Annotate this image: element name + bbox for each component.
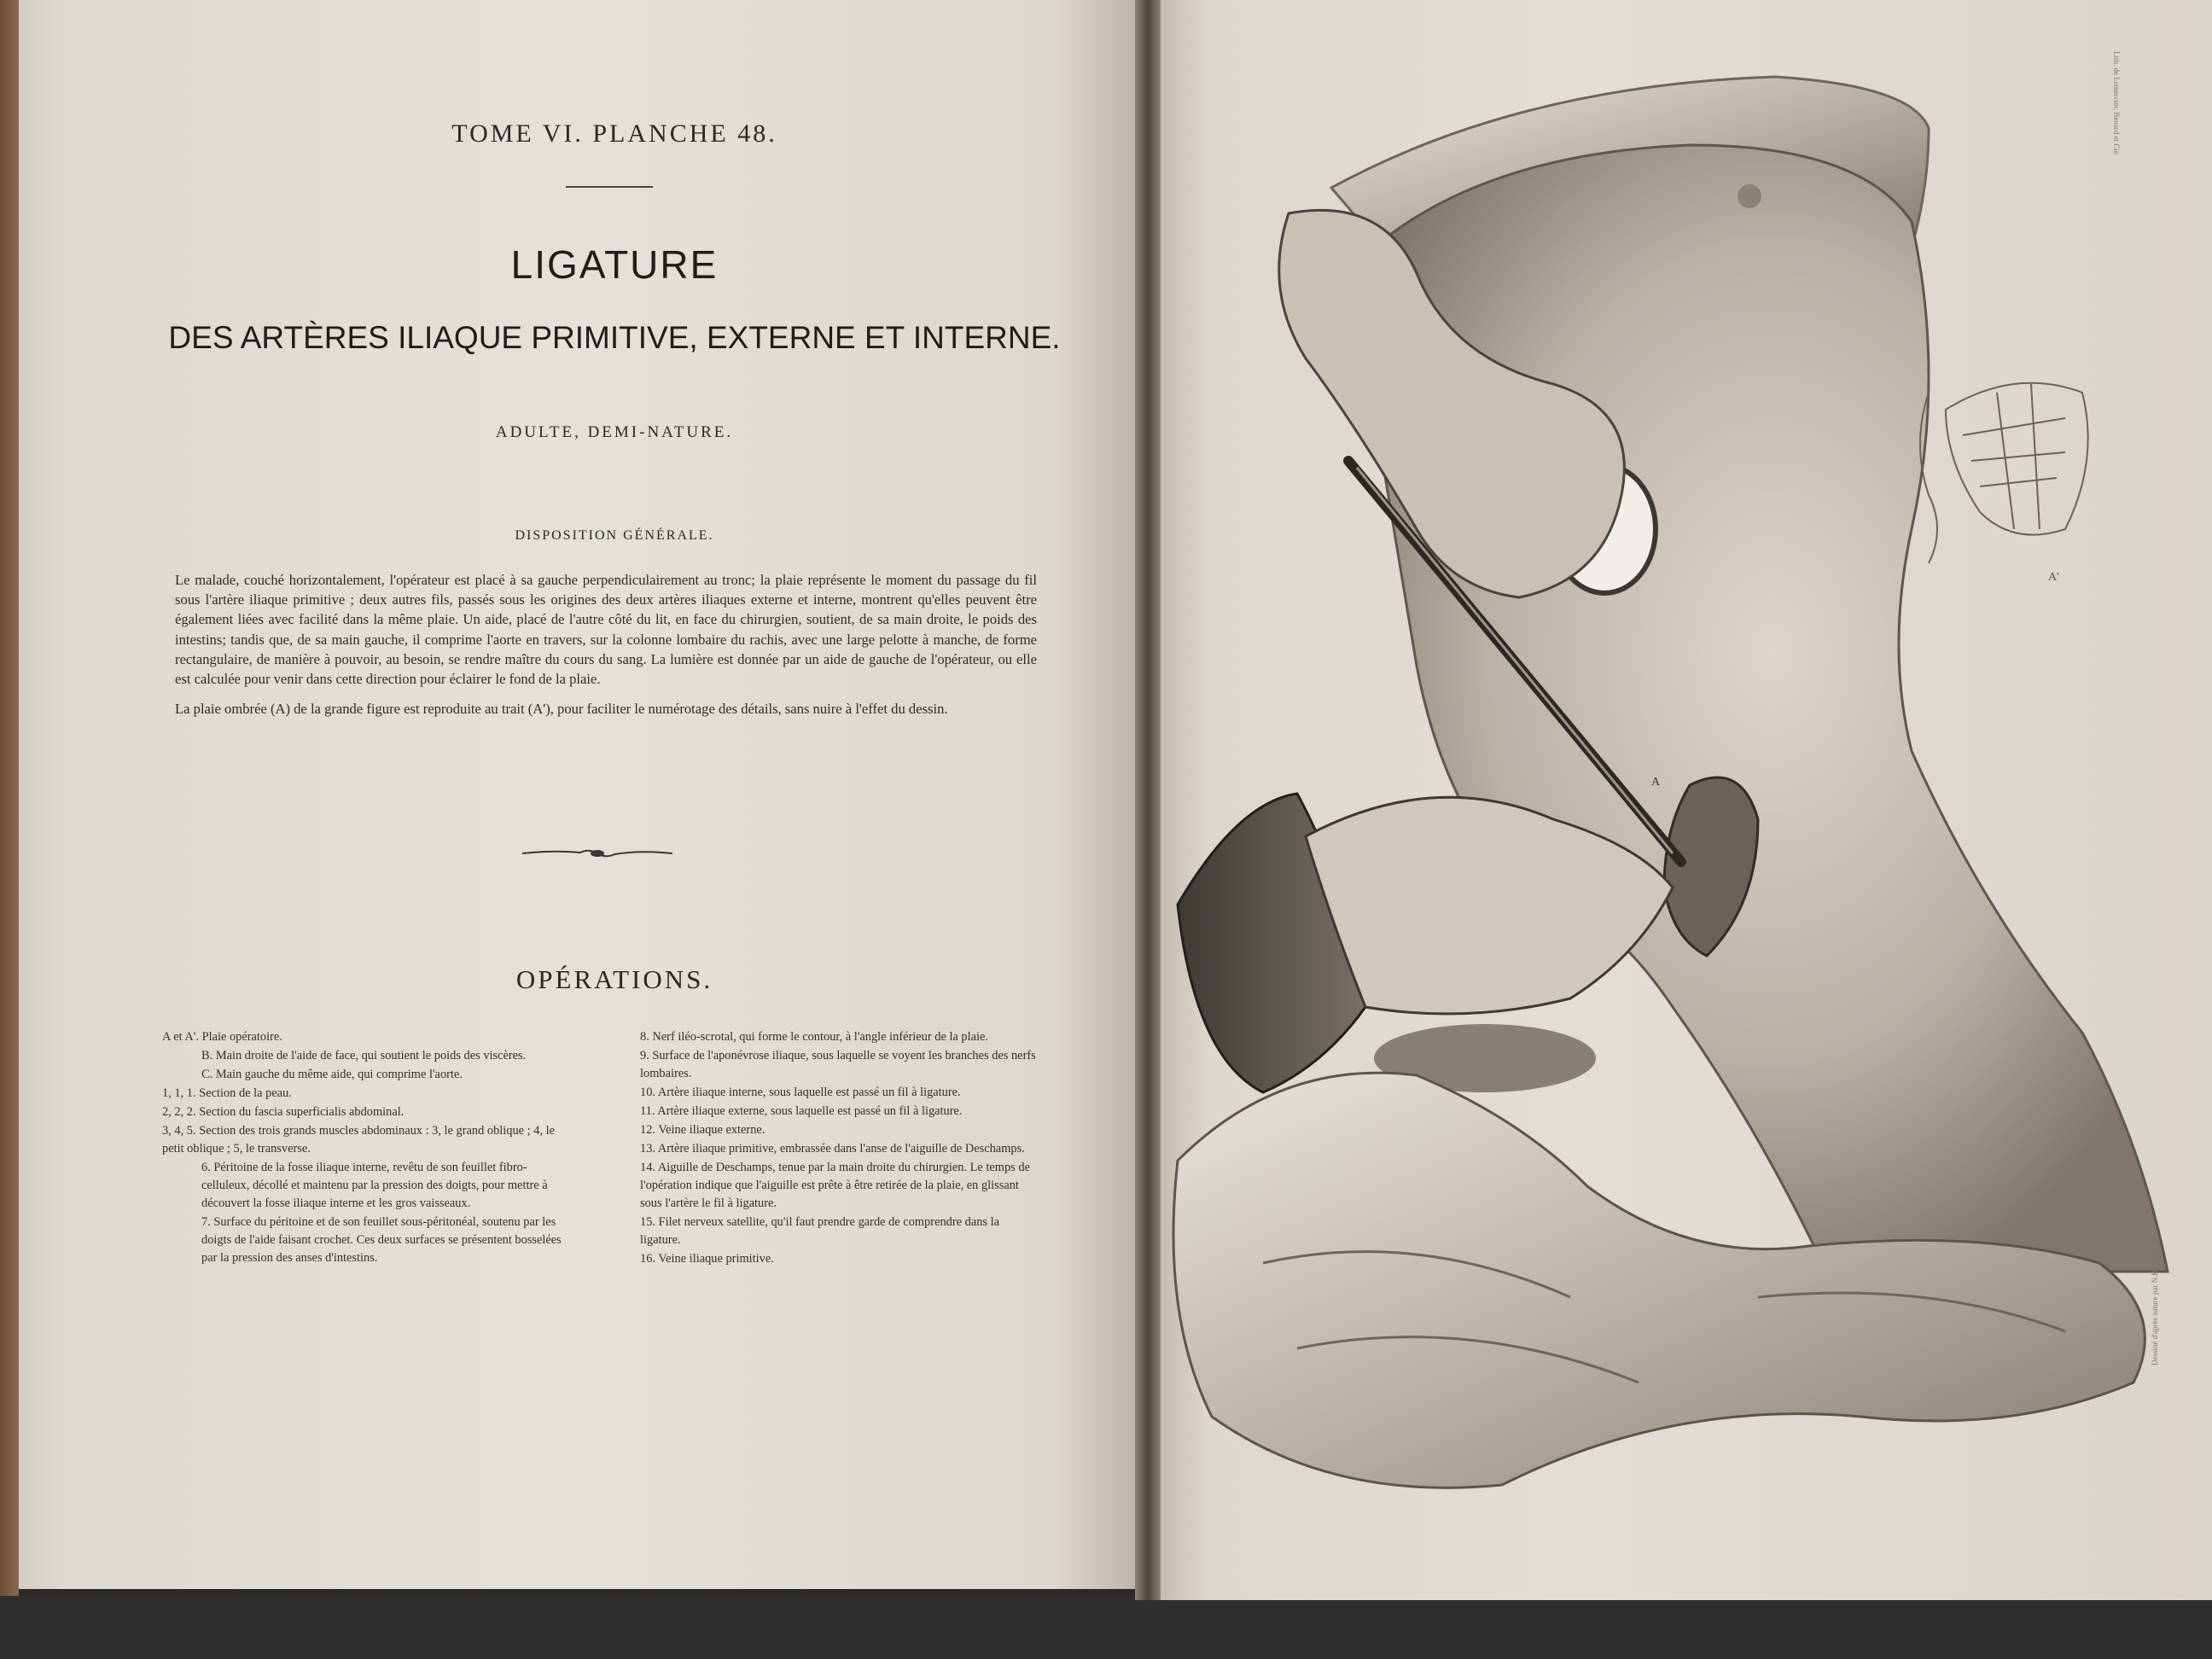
page-title: LIGATURE [510, 242, 719, 287]
operation-item [640, 1047, 1041, 1083]
table-surface [0, 1596, 2212, 1659]
operation-text: Main gauche du même aide, qui comprime l'aorte. [215, 1068, 463, 1081]
scale-note: ADULTE, DEMI-NATURE. [495, 423, 734, 441]
heading-rule [566, 186, 653, 188]
operation-item [162, 1028, 563, 1046]
operation-text: Section de la peau. [199, 1086, 292, 1100]
operation-text: Péritoine de la fosse iliaque interne, revêtu de son feuillet fibro-celluleux, décollé et maintenu par la pression des doigts, pour mettre à découvert la fosse iliaque interne et les gros vaisseaux. [201, 1161, 548, 1210]
disposition-body [175, 570, 1037, 729]
operation-key: B. [201, 1049, 213, 1062]
disposition-heading: DISPOSITION GÉNÉRALE. [515, 528, 714, 543]
operation-item [162, 1103, 563, 1121]
operation-text: Nerf iléo-scrotal, qui forme le contour, à l'angle inférieur de la plaie. [652, 1030, 988, 1044]
disposition-paragraph: La plaie ombrée (A) de la grande figure est reproduite au trait (A'), pour faciliter le numérotage des détails, sans nuire à l'effet du dessin. [175, 701, 948, 718]
operation-key: 14. [640, 1161, 655, 1174]
operation-text: Surface de l'aponévrose iliaque, sous laquelle se voyent les branches des nerfs lombaires. [640, 1049, 1036, 1080]
operation-text: Filet nerveux satellite, qu'il faut prendre garde de comprendre dans la ligature. [640, 1215, 999, 1247]
operation-item [640, 1159, 1041, 1213]
operation-key: 13. [640, 1142, 655, 1155]
operation-key: 1, 1, 1. [162, 1086, 196, 1100]
operations-heading: OPÉRATIONS. [515, 964, 713, 994]
page-subtitle: DES ARTÈRES ILIAQUE PRIMITIVE, EXTERNE ET INTERNE. [168, 320, 1061, 355]
operation-item [640, 1214, 1041, 1249]
operation-item [640, 1250, 1041, 1268]
printer-credit: Lith. de Lemercier, Benard et Cie [2112, 51, 2121, 154]
operation-text: Main droite de l'aide de face, qui soutient le poids des viscères. [215, 1049, 527, 1062]
operation-key: 9. [640, 1049, 649, 1062]
operation-text: Aiguille de Deschamps, tenue par la main droite du chirurgien. Le temps de l'opération indique que l'aiguille est prête à être retirée de la plaie, en glissant sous l'artère le fil à ligature. [640, 1161, 1030, 1210]
operation-item [162, 1066, 563, 1084]
wound-label: A [1651, 776, 1661, 789]
operation-key: 2, 2, 2. [162, 1105, 196, 1119]
operation-key: 16. [640, 1252, 655, 1266]
left-page [19, 0, 1144, 1589]
ornament-divider [521, 845, 674, 862]
operation-item [640, 1121, 1041, 1139]
surgical-illustration [1161, 51, 2202, 1519]
operation-item [162, 1122, 563, 1158]
operations-list-right [640, 1028, 1041, 1269]
operation-key: 15. [640, 1215, 655, 1229]
operation-item [640, 1028, 1041, 1046]
operation-key: 6. [201, 1161, 211, 1174]
operation-key: 8. [640, 1030, 649, 1044]
operation-key: 7. [201, 1215, 211, 1229]
operation-text: Artère iliaque interne, sous laquelle est passé un fil à ligature. [657, 1086, 961, 1099]
disposition-paragraph: Le malade, couché horizontalement, l'opérateur est placé à sa gauche perpendiculairement au tronc; la plaie représente le moment du passage du fil sous l'artère iliaque primitive ; deux autres fils, passés sous les origines des deux artères iliaques externe et interne, montrent qu'elles peuvent être également liées avec facilité dans la même plaie. Un aide, placé de l'autre côté du lit, en face du chirurgien, soutient, de sa main droite, le poids des intestins; tandis que, de sa main gauche, il comprime l'aorte en travers, sur la colonne lombaire du rachis, avec une large pelotte à manche, de forme rectangulaire, de manière à pouvoir, au besoin, se rendre maître du cours du sang. La lumière est donnée par un aide de gauche de l'opérateur, ou elle est calculée pour venir dans cette direction pour éclairer le fond de la plaie. [175, 572, 1037, 688]
operation-key: 12. [640, 1123, 655, 1137]
artist-credit: Dessiné d'après nature par N.H. Jacob [2151, 1249, 2159, 1365]
book-cover-edge [0, 0, 19, 1596]
operation-text: Surface du péritoine et de son feuillet sous-péritonéal, soutenu par les doigts de l'aide faisant crochet. Ces deux surfaces se présentent bosselées par la pression des anses d'intestins. [201, 1215, 562, 1265]
operation-text: Section du fascia superficialis abdominal. [199, 1105, 405, 1119]
operation-text: Section des trois grands muscles abdominaux : 3, le grand oblique ; 4, le petit oblique ; 5, le transverse. [162, 1124, 556, 1155]
operation-item [640, 1084, 1041, 1102]
operation-item [640, 1140, 1041, 1158]
operation-text: Artère iliaque primitive, embrassée dans l'anse de l'aiguille de Deschamps. [657, 1142, 1025, 1155]
volume-plate-heading: TOME VI. PLANCHE 48. [451, 119, 777, 148]
inset-label: A' [2048, 571, 2059, 584]
torso [1374, 145, 2168, 1272]
operation-key: A et A'. [162, 1030, 199, 1044]
operation-item [162, 1085, 563, 1103]
operation-key: 11. [640, 1104, 655, 1118]
operation-item [162, 1047, 563, 1065]
book-gutter [1135, 0, 1161, 1600]
operation-text: Plaie opératoire. [201, 1030, 282, 1044]
inset-diagram [1920, 383, 2088, 563]
operation-key: C. [201, 1068, 213, 1081]
operation-item [640, 1103, 1041, 1121]
operations-list-left [162, 1028, 563, 1268]
operation-item [162, 1214, 563, 1267]
operation-text: Artère iliaque externe, sous laquelle est passé un fil à ligature. [657, 1104, 963, 1118]
nipple [1738, 184, 1761, 208]
operation-key: 10. [640, 1086, 655, 1099]
operation-item [162, 1159, 563, 1213]
operation-text: Veine iliaque primitive. [658, 1252, 774, 1266]
operation-text: Veine iliaque externe. [658, 1123, 765, 1137]
operation-key: 3, 4, 5. [162, 1124, 196, 1138]
